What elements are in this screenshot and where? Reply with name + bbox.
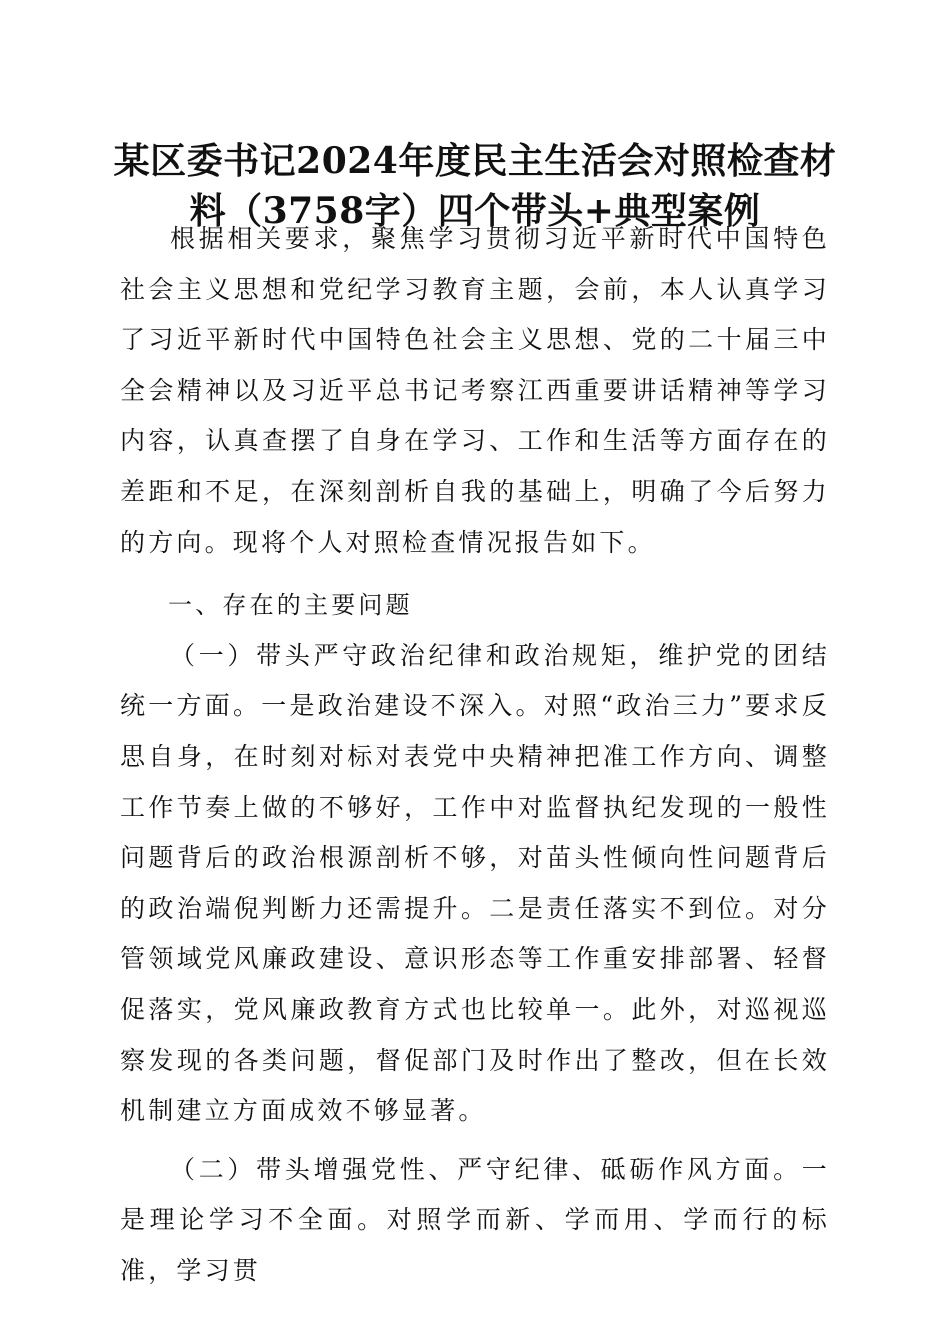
intro-paragraph: 根据相关要求，聚焦学习贯彻习近平新时代中国特色社会主义思想和党纪学习教育主题，会前，本人认真学习了习近平新时代中国特色社会主义思想、党的二十届三中全会精神以及习近平总书记考察江西重要讲话精神等学习内容，认真查摆了自身在学习、工作和生活等方面存在的差距和不足，在深刻剖析自我的基础上，明确了今后努力的方向。现将个人对照检查情况报告如下。 <box>120 224 830 557</box>
section-heading: 一、存在的主要问题 <box>168 591 413 620</box>
document-title: 某区委书记2024年度民主生活会对照检查材料（3758字）四个带头+典型案例 <box>113 140 837 232</box>
document-body <box>120 214 830 1296</box>
item-one-paragraph: （一）带头严守政治纪律和政治规矩，维护党的团结统一方面。一是政治建设不深入。对照“政治三力”要求反思自身，在时刻对标对表党中央精神把准工作方向、调整工作节奏上做的不够好，工作中对监督执纪发现的一般性问题背后的政治根源剖析不够，对苗头性倾向性问题背后的政治端倪判断力还需提升。二是责任落实不到位。对分管领域党风廉政建设、意识形态等工作重安排部署、轻督促落实，党风廉政教育方式也比较单一。此外，对巡视巡察发现的各类问题，督促部门及时作出了整改，但在长效机制建立方面成效不够显著。 <box>120 640 830 1126</box>
item-two-paragraph: （二）带头增强党性、严守纪律、砥砺作风方面。一是理论学习不全面。对照学而新、学而用、学而行的标准，学习贯 <box>120 1154 830 1285</box>
